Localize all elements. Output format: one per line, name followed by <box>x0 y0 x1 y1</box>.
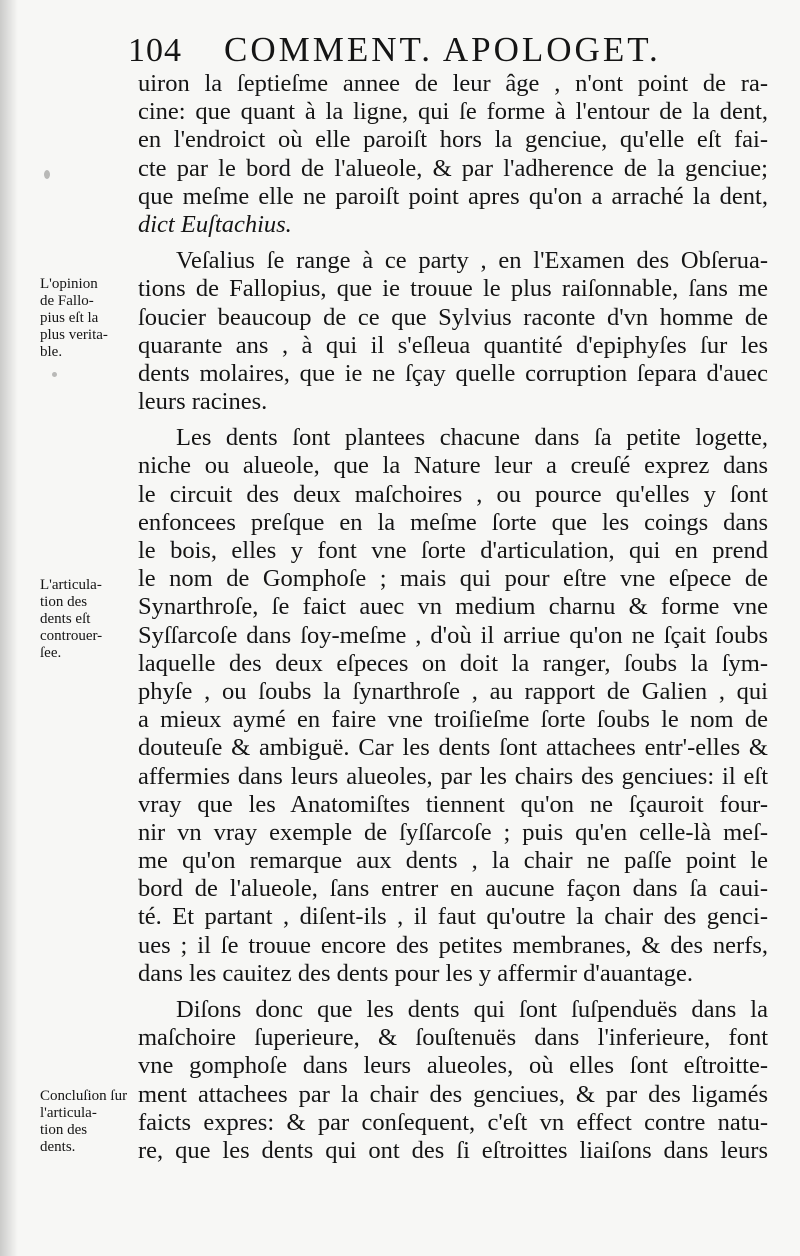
marginal-note-line: de Fallo- <box>40 293 94 309</box>
text-line: le nom de Gomphoſe ; mais qui pour eſtre vne eſpece de <box>138 565 768 593</box>
marginal-note-line: pius eſt la <box>40 310 99 326</box>
text-line: ues ; il ſe trouue encore des petites membranes, & des nerfs, <box>138 931 768 959</box>
text-line: Diſons donc que les dents qui ſont ſuſpenduës dans la <box>176 996 768 1023</box>
text-line: dents molaires, que ie ne ſçay quelle corruption ſepara d'auec <box>138 359 768 387</box>
text-line: Les dents ſont plantees chacune dans ſa petite logette, <box>176 424 768 452</box>
text-line: quarante ans , à qui il s'eſleua quantité d'epiphyſes ſur les <box>138 331 768 359</box>
marginal-note-line: L'opinion <box>40 276 98 292</box>
text-line: niche ou alueole, que la Nature leur a creuſé exprez dans <box>138 452 768 480</box>
text-line: uiron la ſeptieſme annee de leur âge , n'ont point de ra- <box>138 70 768 97</box>
ink-spot <box>52 372 57 377</box>
text-line: affermies dans leurs alueoles, par les chairs des genciues: il eſt <box>138 762 768 790</box>
text-line: le bois, elles y font vne ſorte d'articulation, qui en prend <box>138 537 768 564</box>
text-line: me qu'on remarque aux dents , la chair ne paſſe point le <box>138 847 768 875</box>
text-line: le circuit des deux maſchoires , ou pource qu'elles y ſont <box>138 480 768 508</box>
ink-spot <box>44 170 50 179</box>
text-line: ſoucier beaucoup de ce que Sylvius raconte d'vn homme de <box>138 303 768 331</box>
text-line: leurs racines. <box>138 388 268 416</box>
page-gutter-shadow <box>0 0 18 1256</box>
page-number: 104 <box>128 32 182 69</box>
marginal-note-line: Concluſion ſur <box>40 1088 128 1104</box>
marginal-note-line: L'articula- <box>40 577 102 593</box>
text-line: cte par le bord de l'alueole, & par l'adherence de la genciue; <box>138 154 768 182</box>
marginal-note-line: ſee. <box>40 645 62 661</box>
text-line: bord de l'alueole, ſans entrer en aucune façon dans ſa caui- <box>138 875 768 903</box>
text-line: Veſalius ſe range à ce party , en l'Examen des Obſerua- <box>176 247 768 275</box>
marginal-note-line: plus verita- <box>40 327 108 343</box>
text-line: re, que les dents qui ont des ſi eſtroittes liaiſons dans leurs <box>138 1136 768 1164</box>
text-line: nir vn vray exemple de ſyſſarcoſe ; puis qu'en celle-là meſ- <box>138 818 768 846</box>
marginal-note-articulation <box>40 577 132 662</box>
text-line: dans les cauitez des dents pour les y affermir d'auantage. <box>138 959 694 987</box>
text-line: ment attachees par la chair des genciues, & par des ligamés <box>138 1080 768 1108</box>
text-line: laquelle des deux eſpeces on doit la ranger, ſoubs la ſym- <box>138 649 768 677</box>
marginal-note-line: tion des <box>40 594 88 610</box>
text-line: té. Et partant , diſent-ils , il faut qu'outre la chair des genci- <box>138 903 768 931</box>
marginal-note-line: tion des <box>40 1122 88 1138</box>
text-line: dict Euſtachius. <box>138 210 292 238</box>
text-line: enfoncees preſque en la meſme ſorte que les coings dans <box>138 508 768 536</box>
text-line: Syſſarcoſe dans ſoy-meſme , d'où il arriue qu'on ne ſçait ſoubs <box>138 621 768 649</box>
text-line: a mieux aymé en faire vne troiſieſme ſorte ſoubs le nom de <box>138 706 768 734</box>
body-text <box>138 70 768 1165</box>
text-line: cine: que quant à la ligne, qui ſe forme à l'entour de la dent, <box>138 98 768 126</box>
text-line: douteuſe & ambiguë. Car les dents ſont attachees entr'-elles & <box>138 734 768 762</box>
text-line: tions de Fallopius, que ie trouue le plus raiſonnable, ſans me <box>138 275 768 303</box>
text-line: vne gomphoſe dans leurs alueoles, où elles ſont eſtroitte- <box>138 1052 768 1080</box>
text-line: phyſe , ou ſoubs la ſynarthroſe , au rapport de Galien , qui <box>138 677 768 705</box>
text-line: maſchoire ſuperieure, & ſouſtenuës dans l'inferieure, font <box>138 1024 768 1052</box>
running-head: COMMENT. APOLOGET. <box>224 30 661 69</box>
marginal-note-line: dents. <box>40 1139 76 1155</box>
text-line: faicts expres: & par conſequent, c'eſt vn effect contre natu- <box>138 1108 768 1136</box>
marginal-note-line: controuer- <box>40 628 103 644</box>
text-line: en l'endroict où elle paroiſt hors la genciue, qu'elle eſt fai- <box>138 126 768 154</box>
text-line: vray que les Anatomiſtes tiennent qu'on ne ſçauroit four- <box>138 790 768 818</box>
marginal-note-conclusion <box>40 1088 132 1156</box>
page-header <box>128 26 768 76</box>
marginal-note-opinion <box>40 276 132 361</box>
marginal-note-line: l'articula- <box>40 1105 97 1121</box>
text-line: Synarthroſe, ſe faict auec vn medium charnu & forme vne <box>138 593 768 621</box>
marginal-note-line: dents eſt <box>40 611 91 627</box>
marginal-note-line: ble. <box>40 344 63 360</box>
text-line: que meſme elle ne paroiſt point apres qu'on a arraché la dent, <box>138 182 768 210</box>
